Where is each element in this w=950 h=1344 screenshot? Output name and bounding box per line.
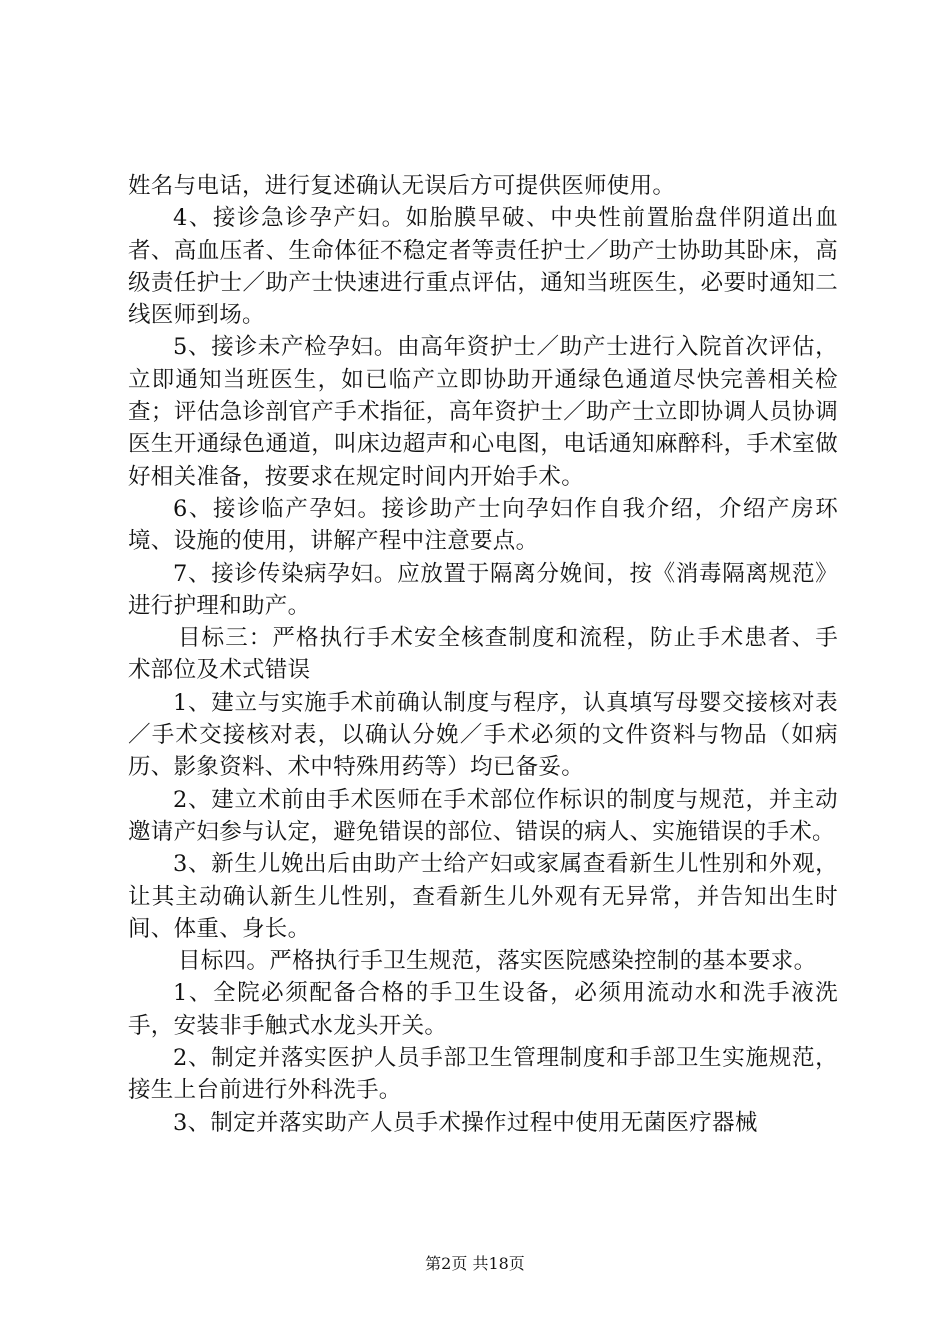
paragraph: 1、全院必须配备合格的手卫生设备，必须用流动水和洗手液洗手，安装非手触式水龙头开关。	[128, 980, 838, 1039]
paragraph: 6、接诊临产孕妇。接诊助产士向孕妇作自我介绍，介绍产房环境、设施的使用，讲解产程中注意要点。	[128, 495, 838, 555]
paragraph: 3、制定并落实助产人员手术操作过程中使用无菌医疗器械	[173, 1109, 758, 1136]
document-body	[128, 170, 838, 1139]
paragraph: 2、建立术前由手术医师在手术部位作标识的制度与规范，并主动邀请产妇参与认定，避免错误的部位、错误的病人、实施错误的手术。	[128, 786, 838, 845]
paragraph: 5、接诊未产检孕妇。由高年资护士／助产士进行入院首次评估，立即通知当班医生，如已临产立即协助开通绿色通道尽快完善相关检查；评估急诊剖官产手术指征，高年资护士／助产士立即协调人员协调医生开通绿色通道，叫床边超声和心电图，电话通知麻醉科，手术室做好相关准备，按要求在规定时间内开始手术。	[128, 334, 838, 490]
paragraph: 1、建立与实施手术前确认制度与程序，认真填写母婴交接核对表／手术交接核对表，以确认分娩／手术必须的文件资料与物品（如病历、影象资料、术中特殊用药等）均已备妥。	[128, 689, 838, 781]
section-heading: 目标四。严格执行手卫生规范，落实医院感染控制的基本要求。	[178, 948, 817, 975]
page-number-footer: 第2页 共18页	[425, 1254, 525, 1273]
paragraph: 4、接诊急诊孕产妇。如胎膜早破、中央性前置胎盘伴阴道出血者、高血压者、生命体征不稳定者等责任护士／助产士协助其卧床，高级责任护士／助产士快速进行重点评估，通知当班医生，必要时通知二线医师到场。	[128, 205, 838, 329]
paragraph: 7、接诊传染病孕妇。应放置于隔离分娩间，按《消毒隔离规范》进行护理和助产。	[128, 560, 838, 619]
section-heading: 目标三：严格执行手术安全核查制度和流程，防止手术患者、手术部位及术式错误	[128, 625, 838, 684]
paragraph: 2、制定并落实医护人员手部卫生管理制度和手部卫生实施规范，接生上台前进行外科洗手。	[128, 1045, 838, 1104]
paragraph: 3、新生儿娩出后由助产士给产妇或家属查看新生儿性别和外观，让其主动确认新生儿性别，查看新生儿外观有无异常，并告知出生时间、体重、身长。	[128, 851, 838, 942]
paragraph: 姓名与电话，进行复述确认无误后方可提供医师使用。	[128, 173, 676, 199]
